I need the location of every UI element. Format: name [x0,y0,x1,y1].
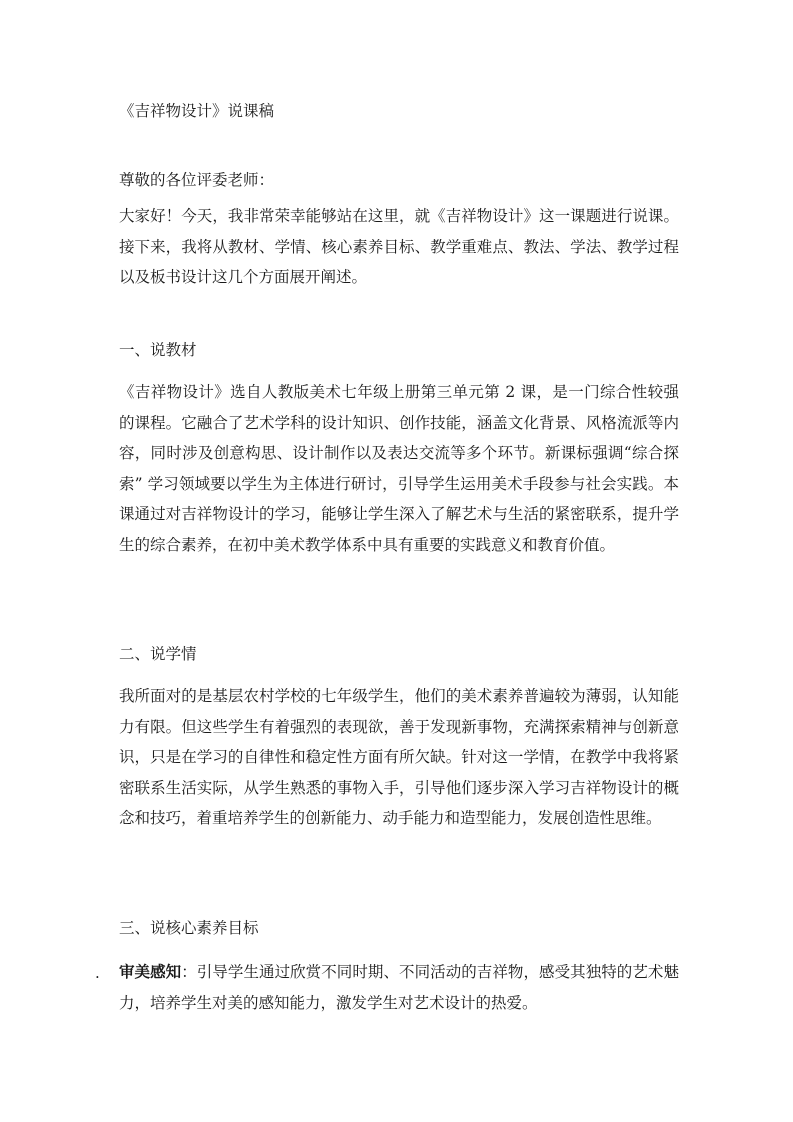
section-heading-core-goals: 三、说核心素养目标 [119,919,259,937]
bullet-item-aesthetic [119,957,679,1018]
bullet-term: 审美感知 [119,962,182,981]
bullet-text: ：引导学生通过欣赏不同时期、不同活动的吉祥物，感受其独特的艺术魅力，培养学生对美的感知能力，激发学生对艺术设计的热爱。 [119,963,679,1012]
greeting: 尊敬的各位评委老师： [119,171,275,189]
section-heading-students: 二、说学情 [119,645,197,663]
bullet-marker: . [95,964,100,982]
document-title: 《吉祥物设计》说课稿 [119,102,275,120]
section-body-students: 我所面对的是基层农村学校的七年级学生，他们的美术素养普遍较为薄弱，认知能力有限。但这些学生有着强烈的表现欲，善于发现新事物，充满探索精神与创新意识，只是在学习的自律性和稳定性方面有所欠缺。针对这一学情，在教学中我将紧密联系生活实际，从学生熟悉的事物入手，引导他们逐步深入学习吉祥物设计的概念和技巧，着重培养学生的创新能力、动手能力和造型能力，发展创造性思维。 [119,687,679,827]
section-body-textbook: 《吉祥物设计》选自人教版美术七年级上册第三单元第 2 课，是一门综合性较强的课程。它融合了艺术学科的设计知识、创作技能，涵盖文化背景、风格流派等内容，同时涉及创意构思、设计制作以及表达交流等多个环节。新课标强调“综合探索” 学习领域要以学生为主体进行研讨，引导学生运用美术手段参与社会实践。本课通过对吉祥物设计的学习，能够让学生深入了解艺术与生活的紧密联系，提升学生的综合素养，在初中美术教学体系中具有重要的实践意义和教育价值。 [119,383,679,554]
intro-paragraph: 大家好！今天，我非常荣幸能够站在这里，就《吉祥物设计》这一课题进行说课。接下来，我将从教材、学情、核心素养目标、教学重难点、教法、学法、教学过程以及板书设计这几个方面展开阐述。 [119,207,679,286]
section-heading-textbook: 一、说教材 [119,341,197,359]
